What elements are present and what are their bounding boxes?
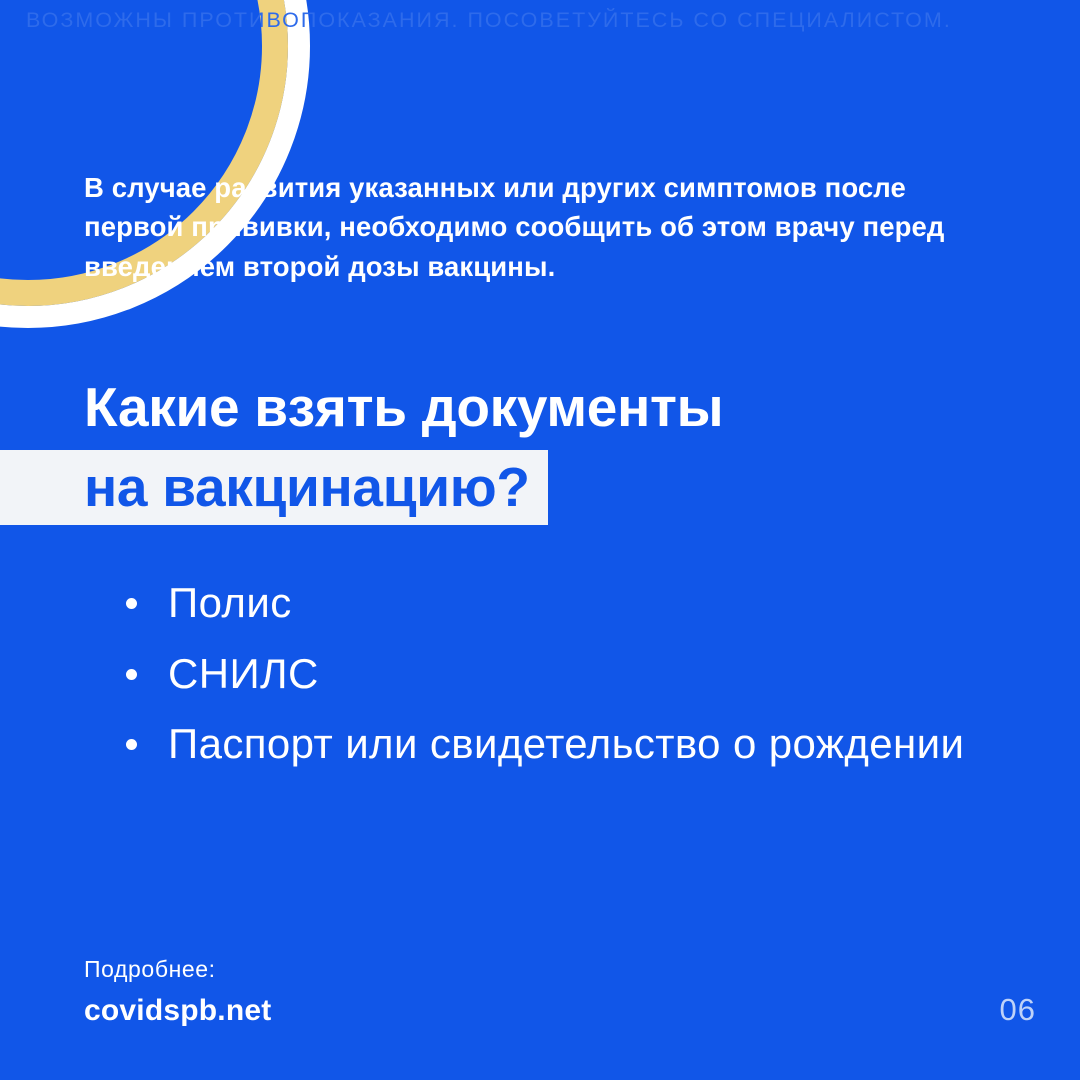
list-item: Паспорт или свидетельство о рождении xyxy=(118,709,998,780)
list-item: Полис xyxy=(118,568,998,639)
footer xyxy=(84,956,271,1028)
page-title-row-2 xyxy=(0,444,1080,524)
page-title-line-2: на вакцинацию? xyxy=(0,450,548,524)
page-number: 06 xyxy=(999,992,1036,1027)
documents-list xyxy=(118,568,998,780)
footer-label: Подробнее: xyxy=(84,956,216,982)
page-title-line-1: Какие взять документы xyxy=(84,376,724,438)
disclaimer-text: ВОЗМОЖНЫ ПРОТИВОПОКАЗАНИЯ. ПОСОВЕТУЙТЕСЬ СО СПЕЦИАЛИСТОМ. xyxy=(26,8,952,32)
footer-website[interactable]: covidspb.net xyxy=(84,994,272,1027)
list-item: СНИЛС xyxy=(118,639,998,710)
intro-paragraph: В случае развития указанных или других симптомов после первой прививки, необходимо сообщить об этом врачу перед введением второй дозы вакцины. xyxy=(84,172,945,282)
page-title xyxy=(0,370,1080,525)
